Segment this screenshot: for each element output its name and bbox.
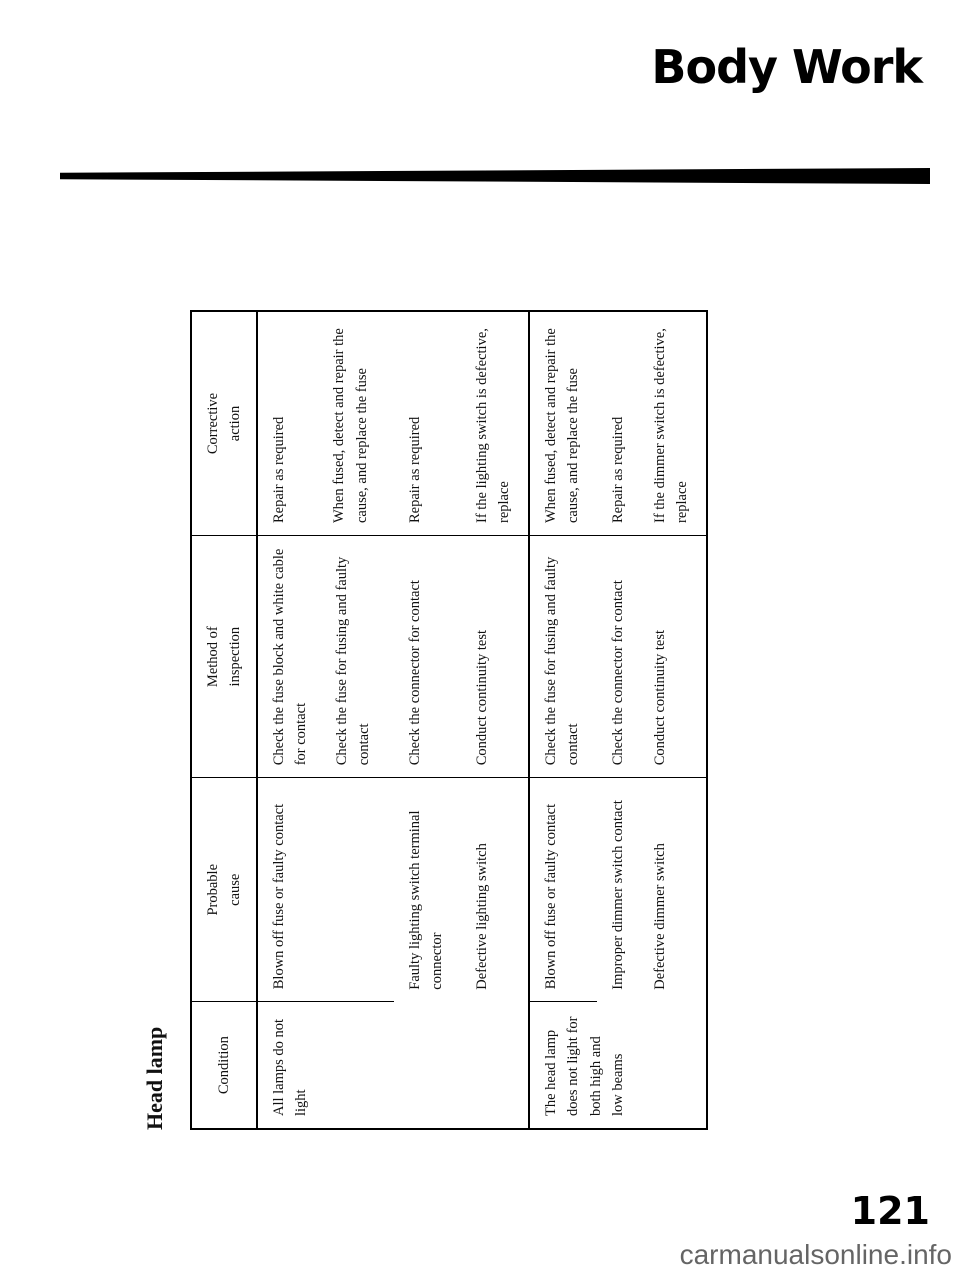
method-cell [257, 536, 394, 778]
action-cell [257, 311, 394, 536]
action-cell: If the dimmer switch is defective, replace [639, 311, 707, 536]
column-header-action: Corrective action [191, 311, 257, 536]
rotated-table-section [142, 310, 708, 1130]
table-header-row [191, 311, 257, 1129]
table-row [529, 311, 597, 1129]
method-cell: Conduct continuity test [639, 536, 707, 778]
cause-cell: Improper dimmer switch contact [609, 800, 626, 990]
column-header-cause: Probable cause [191, 778, 257, 1002]
cause-cell: Faulty lighting switch terminal connector [407, 810, 446, 990]
table-row [257, 311, 394, 1129]
method-cell: Check the connector for contact [597, 536, 639, 778]
action-cell: Repair as required [394, 311, 461, 536]
action-text: When fused, detect and repair the cause, and replace the fuse [331, 328, 370, 524]
action-cell: When fused, detect and repair the cause, and replace the fuse [529, 311, 597, 536]
cause-cell: Defective lighting switch [461, 778, 529, 1002]
column-header-condition: Condition [191, 1002, 257, 1129]
condition-cell: All lamps do not light [257, 1002, 529, 1129]
cause-cell: Defective dimmer switch [651, 843, 668, 990]
troubleshooting-table [190, 310, 708, 1130]
method-cell: Check the fuse for fusing and faulty contact [529, 536, 597, 778]
action-cell: If the lighting switch is defective, replace [461, 311, 529, 536]
method-text: Check the fuse block and white cable for contact [271, 548, 310, 766]
header-rule [60, 168, 930, 184]
action-text: Repair as required [271, 416, 287, 524]
cause-cell: Blown off fuse or faulty contact [257, 778, 394, 1002]
method-cell: Check the connector for contact [394, 536, 461, 778]
page-header-title: Body Work [651, 40, 922, 94]
condition-cell: The head lamp does not light for both high and low beams [542, 1016, 627, 1116]
method-cell: Conduct continuity test [461, 536, 529, 778]
cause-cell: Blown off fuse or faulty contact [529, 778, 597, 1002]
section-title: Head lamp [142, 1026, 167, 1130]
page-number: 121 [850, 1189, 930, 1233]
column-header-method: Method of inspection [191, 536, 257, 778]
watermark-text: carmanualsonline.info [679, 1239, 952, 1270]
method-text: Check the fuse for fusing and faulty contact [333, 556, 373, 766]
action-cell: Repair as required [597, 311, 639, 536]
